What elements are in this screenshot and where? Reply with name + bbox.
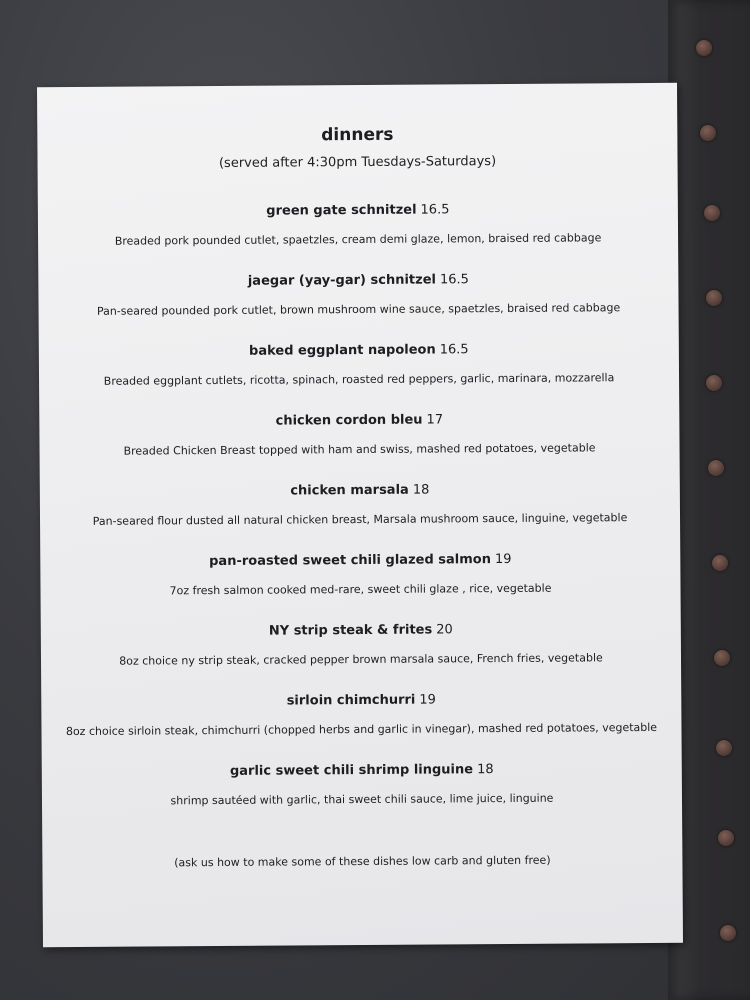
item-price: 18 — [477, 762, 494, 778]
menu-item — [40, 478, 680, 552]
item-description: Breaded Chicken Breast topped with ham and swiss, mashed red potatoes, vegetable — [123, 441, 596, 458]
item-name: chicken marsala — [290, 482, 409, 499]
rivet-icon — [720, 925, 736, 941]
item-name: pan-roasted sweet chili glazed salmon — [209, 552, 492, 570]
item-price: 16.5 — [439, 342, 469, 358]
menu-item — [39, 408, 679, 482]
item-description: Breaded eggplant cutlets, ricotta, spinach, roasted red peppers, garlic, marinara, mozzarella — [103, 371, 615, 388]
rivet-icon — [712, 555, 728, 571]
menu-item — [41, 688, 681, 762]
item-price: 19 — [419, 692, 436, 708]
item-description: Breaded pork pounded cutlet, spaetzles, cream demi glaze, lemon, braised red cabbage — [114, 231, 602, 248]
menu-item — [41, 618, 681, 692]
item-price: 16.5 — [439, 272, 469, 288]
item-price: 20 — [436, 622, 453, 638]
item-description: 8oz choice sirloin steak, chimchurri (chopped herbs and garlic in vinegar), mashed red potatoes, vegetable — [65, 720, 658, 739]
item-description: 7oz fresh salmon cooked med-rare, sweet chili glaze , rice, vegetable — [169, 581, 552, 598]
rivet-icon — [716, 740, 732, 756]
item-description: shrimp sautéed with garlic, thai sweet chili sauce, lime juice, linguine — [170, 791, 554, 808]
item-description: 8oz choice ny strip steak, cracked pepper brown marsala sauce, French fries, vegetable — [119, 651, 603, 668]
rivet-icon — [706, 290, 722, 306]
footer-note: (ask us how to make some of these dishes low carb and gluten free) — [174, 853, 551, 870]
rivet-icon — [714, 650, 730, 666]
item-name: baked eggplant napoleon — [248, 342, 436, 359]
rivet-icon — [704, 205, 720, 221]
item-price: 19 — [494, 551, 512, 568]
menu-items — [38, 198, 682, 832]
item-description: Pan-seared pounded pork cutlet, brown mushroom wine sauce, spaetzles, braised red cabbage — [96, 301, 621, 318]
menu-subtitle: (served after 4:30pm Tuesdays-Saturdays) — [218, 154, 497, 171]
menu-item — [42, 758, 682, 832]
item-name: sirloin chimchurri — [286, 692, 416, 709]
rivet-icon — [718, 830, 734, 846]
rivet-icon — [706, 375, 722, 391]
item-price: 17 — [426, 412, 444, 428]
rivet-icon — [700, 125, 716, 141]
item-name: green gate schnitzel — [266, 202, 417, 219]
rivet-icon — [696, 40, 712, 56]
menu-item — [40, 548, 680, 622]
item-price: 18 — [412, 482, 430, 498]
menu-item — [39, 338, 679, 412]
item-name: chicken cordon bleu — [275, 412, 423, 429]
menu-item — [38, 268, 678, 342]
item-name: garlic sweet chili shrimp linguine — [229, 762, 474, 779]
item-name: jaegar (yay-gar) schnitzel — [247, 272, 437, 289]
menu-sheet — [37, 83, 683, 947]
menu-title: dinners — [321, 124, 394, 146]
menu-item — [38, 198, 678, 272]
item-price: 16.5 — [420, 202, 450, 218]
item-description: Pan-seared flour dusted all natural chicken breast, Marsala mushroom sauce, linguine, vegetable — [92, 511, 628, 528]
item-name: NY strip steak & frites — [268, 622, 433, 639]
rivet-icon — [708, 460, 724, 476]
